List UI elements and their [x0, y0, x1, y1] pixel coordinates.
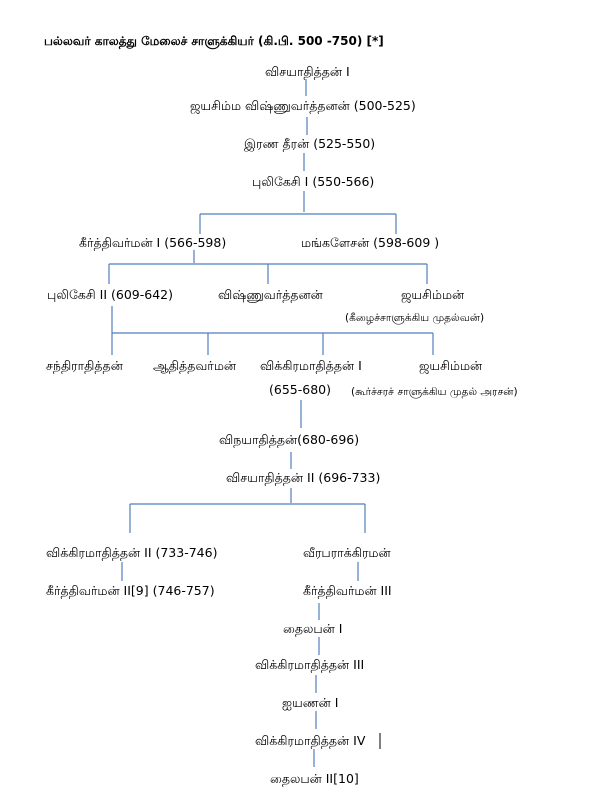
node-ayyana-1: ஐயணன் I — [282, 695, 339, 710]
node-veeraparakrama: வீரபராக்கிரமன் — [303, 545, 391, 560]
node-jayasimha-vishnuvardhana: ஜயசிம்ம விஷ்ணுவர்த்தனன் (500-525) — [190, 98, 416, 113]
node-vikramaditya-2: விக்கிரமாதித்தன் II (733-746) — [46, 545, 218, 560]
node-kirtivarman-1: கீர்த்திவர்மன் I (566-598) — [79, 235, 227, 250]
node-adityavarman: ஆதித்தவர்மன் — [153, 358, 237, 373]
node-kirtivarman-3: கீர்த்திவர்மன் III — [303, 583, 392, 598]
node-jayasimha-gurjara: ஜயசிம்மன் — [419, 358, 483, 373]
node-mangalesha: மங்களேசன் (598-609 ) — [301, 235, 440, 250]
node-vikramaditya-3: விக்கிரமாதித்தன் III — [255, 657, 365, 672]
chart-title: பல்லவர் காலத்து மேலைச் சாளுக்கியர் (கி.பி. 500 -750) [*] — [44, 34, 384, 48]
node-vijayaditya-2: விசயாதித்தன் II (696-733) — [226, 470, 381, 485]
node-chandraditya: சந்திராதித்தன் — [46, 358, 123, 373]
node-vinayaditya: விநயாதித்தன்(680-696) — [219, 432, 360, 447]
node-tailapa-1: தைலபன் I — [283, 621, 343, 636]
node-vijayaditya-1: விசயாதித்தன் I — [265, 64, 350, 79]
note-gurjara-chalukya: (கூர்ச்சரச் சாளுக்கிய முதல் அரசன்) — [351, 386, 518, 398]
node-kirtivarman-2: கீர்த்திவர்மன் II[9] (746-757) — [46, 583, 215, 598]
node-vikramaditya-4: விக்கிரமாதித்தன் IV — [255, 733, 366, 748]
node-vishnuvardhana: விஷ்ணுவர்த்தனன் — [218, 287, 323, 302]
node-pulakeshi-2: புலிகேசி II (609-642) — [47, 287, 173, 302]
node-pulakeshi-1: புலிகேசி I (550-566) — [252, 174, 375, 189]
node-tailapa-2: தைலபன் II[10] — [270, 771, 359, 786]
years-vikramaditya-1: (655-680) — [269, 382, 331, 397]
node-ranaraga: இரண தீரன் (525-550) — [244, 136, 376, 151]
node-jayasimha-east: ஜயசிம்மன் — [401, 287, 465, 302]
node-vikramaditya-1: விக்கிரமாதித்தன் I — [260, 358, 362, 373]
note-eastern-chalukya: (கீழைச்சாளுக்கிய முதல்வன்) — [345, 312, 485, 324]
